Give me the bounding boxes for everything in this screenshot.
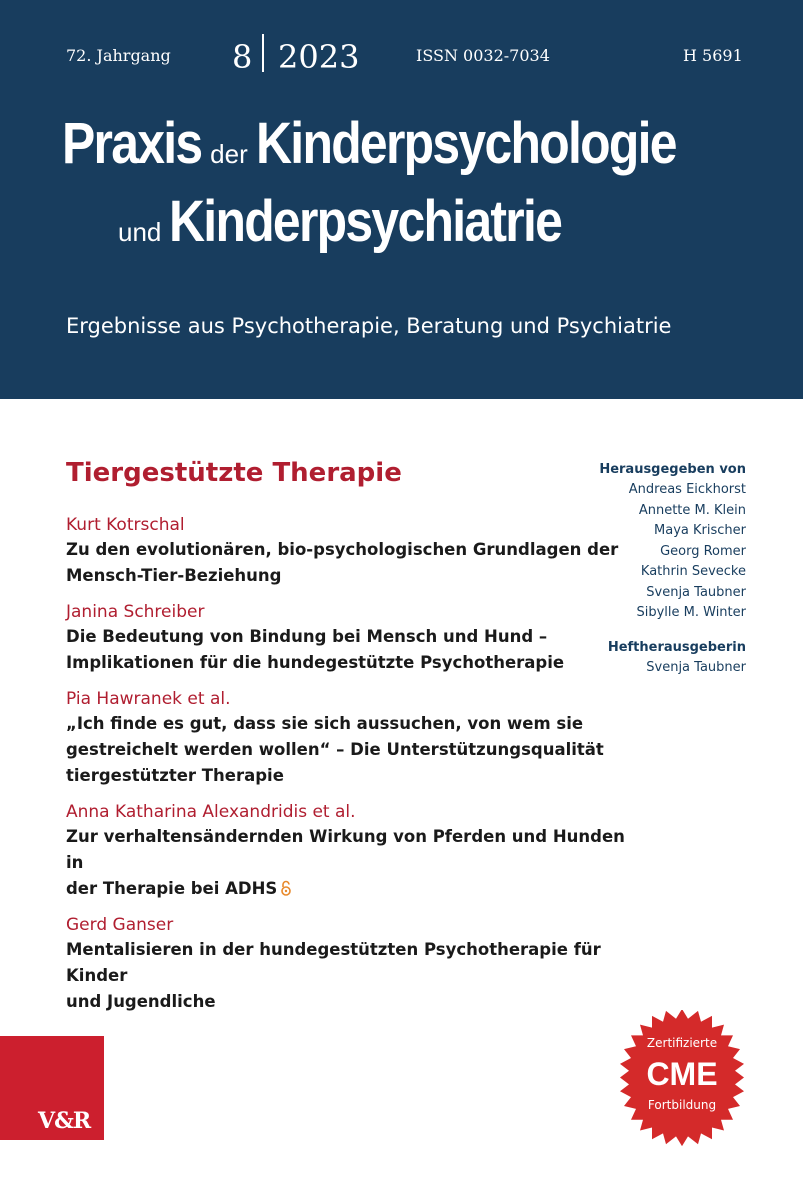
article-title-line: der Therapie bei ADHS bbox=[66, 879, 278, 898]
editor-name: Annette M. Klein bbox=[638, 502, 746, 518]
h-number: H 5691 bbox=[683, 46, 743, 65]
journal-subtitle: Ergebnisse aus Psychotherapie, Beratung und Psychiatrie bbox=[66, 314, 672, 338]
article-title-line: Zur verhaltensändernden Wirkung von Pferden und Hunden in bbox=[66, 827, 625, 872]
editor-name: Maya Krischer bbox=[654, 523, 746, 538]
issue-editor-heading: Heftherausgeberin bbox=[607, 639, 746, 655]
issue-number: 8 bbox=[232, 38, 253, 76]
article-item bbox=[66, 687, 626, 789]
issn: ISSN 0032-7034 bbox=[416, 46, 550, 65]
journal-title-line-1 bbox=[62, 110, 744, 177]
title-word-und: und bbox=[118, 217, 162, 247]
article-title-line: Implikationen für die hundegestützte Psychotherapie bbox=[66, 653, 565, 672]
article-title-line: tiergestützter Therapie bbox=[66, 766, 284, 785]
issue-editor-name: Svenja Taubner bbox=[646, 659, 746, 675]
article-title-line: Mensch-Tier-Beziehung bbox=[66, 566, 282, 585]
article-title-line-with-icon bbox=[66, 876, 626, 902]
article-title-line: gestreichelt werden wollen“ – Die Unterstützungsqualität bbox=[66, 740, 604, 759]
article-author: Kurt Kotrschal bbox=[66, 515, 185, 535]
article-author: Janina Schreiber bbox=[66, 602, 205, 622]
title-word-praxis: Praxis bbox=[62, 111, 202, 176]
article-title bbox=[66, 824, 626, 902]
article-title-line: Zu den evolutionären, bio-psychologischen Grundlagen der bbox=[66, 540, 619, 559]
article-author: Gerd Ganser bbox=[66, 915, 174, 935]
issue-year: 2023 bbox=[278, 38, 360, 76]
article-title bbox=[66, 937, 626, 1015]
journal-title-line-2 bbox=[118, 188, 625, 255]
cme-label-bottom: Fortbildung bbox=[647, 1098, 717, 1112]
article-title-line: Die Bedeutung von Bindung bei Mensch und Hund – bbox=[66, 627, 548, 646]
article-title-line: Mentalisieren in der hundegestützten Psychotherapie für Kinder bbox=[66, 940, 601, 985]
article-author: Anna Katharina Alexandridis et al. bbox=[66, 802, 356, 822]
publisher-logo-text: V&R bbox=[38, 1108, 91, 1134]
cover-header bbox=[0, 0, 803, 399]
issue-divider bbox=[262, 34, 264, 72]
editor-name: Kathrin Sevecke bbox=[640, 564, 746, 579]
article-title-line: „Ich finde es gut, dass sie sich aussuchen, von wem sie bbox=[66, 714, 584, 733]
open-access-lock-icon bbox=[280, 880, 292, 896]
article-item bbox=[66, 913, 626, 1015]
editor-name: Georg Romer bbox=[660, 543, 746, 559]
title-word-kinderpsychiatrie: Kinderpsychiatrie bbox=[169, 189, 562, 254]
editor-name: Andreas Eickhorst bbox=[628, 482, 746, 497]
editor-name: Sibylle M. Winter bbox=[636, 605, 746, 620]
section-title: Tiergestützte Therapie bbox=[66, 458, 402, 488]
cme-label-main: CME bbox=[646, 1056, 718, 1092]
editors-heading: Herausgegeben von bbox=[599, 462, 746, 477]
title-word-der: der bbox=[210, 139, 248, 169]
cme-label-top: Zertifizierte bbox=[646, 1036, 718, 1050]
article-item bbox=[66, 800, 626, 902]
article-author: Pia Hawranek et al. bbox=[66, 689, 231, 709]
editor-name: Svenja Taubner bbox=[646, 584, 746, 600]
volume: 72. Jahrgang bbox=[66, 46, 171, 65]
article-title-line: und Jugendliche bbox=[66, 992, 216, 1011]
title-word-kinderpsychologie: Kinderpsychologie bbox=[255, 111, 676, 176]
editors-panel bbox=[526, 460, 746, 678]
article-title bbox=[66, 711, 626, 789]
